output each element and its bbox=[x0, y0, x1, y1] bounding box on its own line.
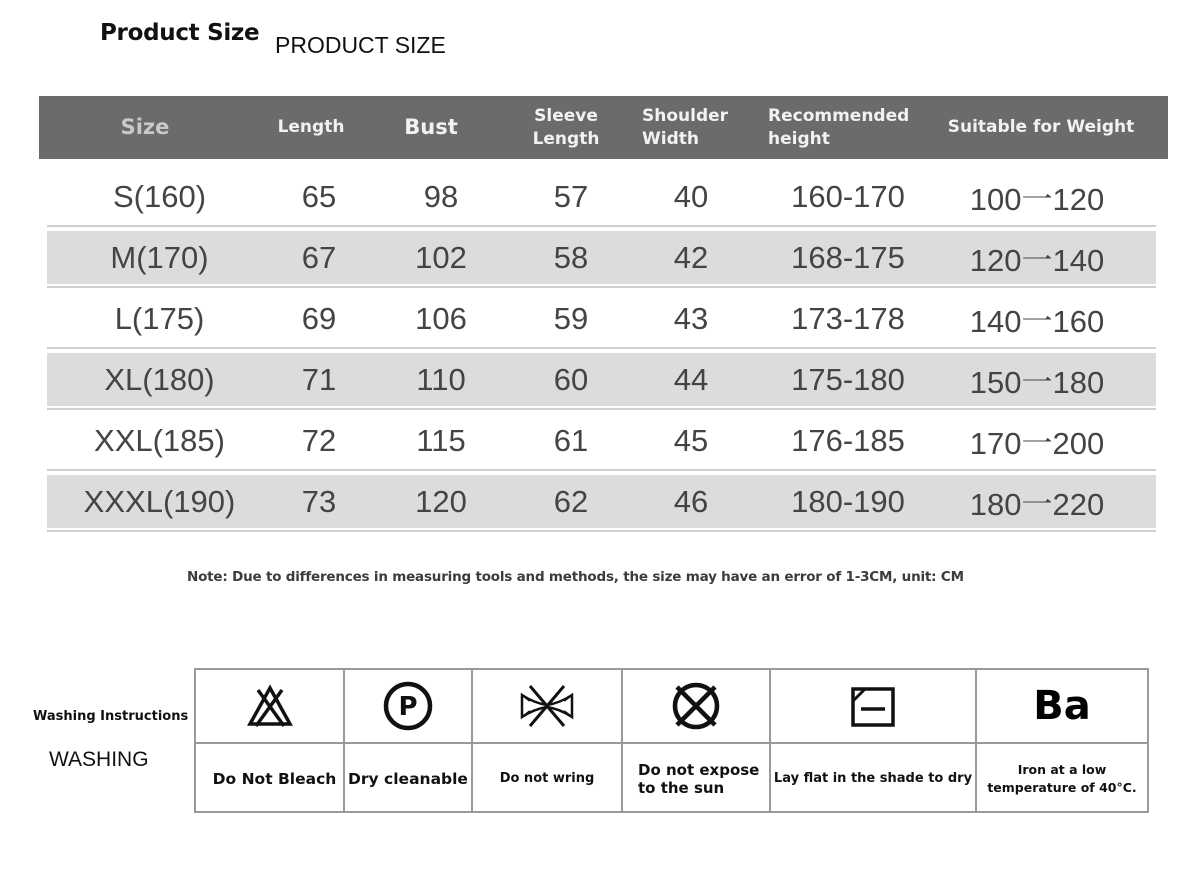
no-sun-icon bbox=[623, 670, 769, 742]
page-title: Product Size bbox=[100, 20, 260, 46]
wash-text-iron-line2: temperature of 40°C. bbox=[987, 779, 1137, 795]
cell-sleeve: 57 bbox=[553, 178, 589, 214]
cell-height: 180-190 bbox=[791, 483, 905, 519]
cell-bust: 115 bbox=[416, 422, 466, 458]
wash-text-no-sun-line1: Do not expose bbox=[638, 760, 760, 779]
measurement-note: Note: Due to differences in measuring tools and methods, the size may have an error of 1-3CM, unit: CM bbox=[187, 569, 964, 585]
wash-text-no-wring: Do not wring bbox=[499, 770, 595, 786]
cell-length: 69 bbox=[301, 300, 337, 336]
wash-text-dry-clean: Dry cleanable bbox=[348, 769, 468, 788]
dry-flat-shade-icon bbox=[771, 670, 975, 742]
cell-shoulder: 44 bbox=[673, 361, 709, 397]
cell-length: 71 bbox=[301, 361, 337, 397]
cell-bust: 120 bbox=[415, 483, 467, 519]
wash-text-iron bbox=[977, 744, 1147, 813]
iron-ba-icon bbox=[977, 670, 1147, 742]
cell-shoulder: 42 bbox=[673, 239, 709, 275]
cell-bust: 102 bbox=[415, 239, 467, 275]
washing-grid bbox=[194, 668, 1149, 813]
cell-weight: 100一120 bbox=[969, 182, 1105, 217]
cell-height: 176-185 bbox=[791, 422, 905, 458]
cell-length: 73 bbox=[301, 483, 337, 519]
header-shoulder-line2: Width bbox=[642, 128, 699, 149]
header-weight: Suitable for Weight bbox=[947, 117, 1135, 137]
header-length: Length bbox=[277, 117, 345, 137]
cell-height: 175-180 bbox=[791, 361, 905, 397]
cell-length: 65 bbox=[301, 178, 337, 214]
page-subtitle: PRODUCT SIZE bbox=[275, 32, 446, 58]
header-recommended-height bbox=[768, 96, 938, 159]
size-table-body bbox=[47, 166, 1156, 532]
wash-text-no-sun bbox=[623, 744, 769, 813]
cell-size: L(175) bbox=[114, 300, 205, 336]
header-height-line1: Recommended bbox=[768, 105, 910, 126]
cell-shoulder: 43 bbox=[673, 300, 709, 336]
cell-weight: 140一160 bbox=[969, 304, 1105, 339]
cell-shoulder: 45 bbox=[673, 422, 709, 458]
washing-label: Washing Instructions bbox=[33, 709, 189, 724]
cell-bust: 110 bbox=[416, 361, 466, 397]
header-bust: Bust bbox=[404, 115, 458, 139]
cell-shoulder: 40 bbox=[673, 178, 709, 214]
table-row bbox=[47, 410, 1156, 471]
table-row bbox=[47, 349, 1156, 410]
cell-sleeve: 62 bbox=[553, 483, 589, 519]
cell-weight: 170一200 bbox=[969, 426, 1105, 461]
iron-ba-text: Ba bbox=[1033, 683, 1091, 729]
cell-size: XXXL(190) bbox=[83, 483, 236, 519]
svg-text:P: P bbox=[398, 692, 418, 722]
header-sleeve-line2: Length bbox=[532, 128, 600, 149]
cell-bust: 98 bbox=[423, 178, 459, 214]
size-table-header bbox=[39, 96, 1168, 159]
cell-sleeve: 58 bbox=[553, 239, 589, 275]
header-sleeve-length bbox=[507, 96, 625, 159]
cell-sleeve: 61 bbox=[553, 422, 589, 458]
cell-height: 173-178 bbox=[791, 300, 905, 336]
cell-size: XXL(185) bbox=[94, 422, 225, 458]
wash-text-iron-line1: Iron at a low bbox=[1017, 761, 1107, 777]
cell-height: 160-170 bbox=[791, 178, 905, 214]
header-shoulder-line1: Shoulder bbox=[642, 105, 729, 126]
wash-text-dry-flat: Lay flat in the shade to dry bbox=[773, 770, 973, 786]
cell-size: S(160) bbox=[112, 178, 207, 214]
cell-weight: 150一180 bbox=[969, 365, 1105, 400]
cell-sleeve: 59 bbox=[553, 300, 589, 336]
cell-size: M(170) bbox=[110, 239, 209, 275]
no-bleach-icon bbox=[196, 670, 343, 742]
cell-height: 168-175 bbox=[791, 239, 905, 275]
cell-weight: 180一220 bbox=[969, 487, 1105, 522]
cell-size: XL(180) bbox=[104, 361, 215, 397]
table-row bbox=[47, 288, 1156, 349]
header-shoulder-width bbox=[642, 96, 752, 159]
cell-sleeve: 60 bbox=[553, 361, 589, 397]
header-sleeve-line1: Sleeve bbox=[534, 105, 598, 126]
table-row bbox=[47, 166, 1156, 227]
no-wring-icon bbox=[473, 670, 621, 742]
cell-weight: 120一140 bbox=[969, 243, 1105, 278]
wash-text-no-bleach: Do Not Bleach bbox=[212, 769, 337, 788]
table-row bbox=[47, 227, 1156, 288]
cell-bust: 106 bbox=[415, 300, 467, 336]
washing-label-caps: WASHING bbox=[49, 748, 149, 771]
wash-text-no-sun-line2: to the sun bbox=[638, 778, 725, 797]
dry-clean-p-icon bbox=[345, 670, 471, 742]
header-height-line2: height bbox=[768, 128, 830, 149]
table-row bbox=[47, 471, 1156, 532]
cell-shoulder: 46 bbox=[673, 483, 709, 519]
cell-length: 67 bbox=[301, 239, 337, 275]
cell-length: 72 bbox=[301, 422, 337, 458]
header-size: Size bbox=[120, 115, 170, 139]
